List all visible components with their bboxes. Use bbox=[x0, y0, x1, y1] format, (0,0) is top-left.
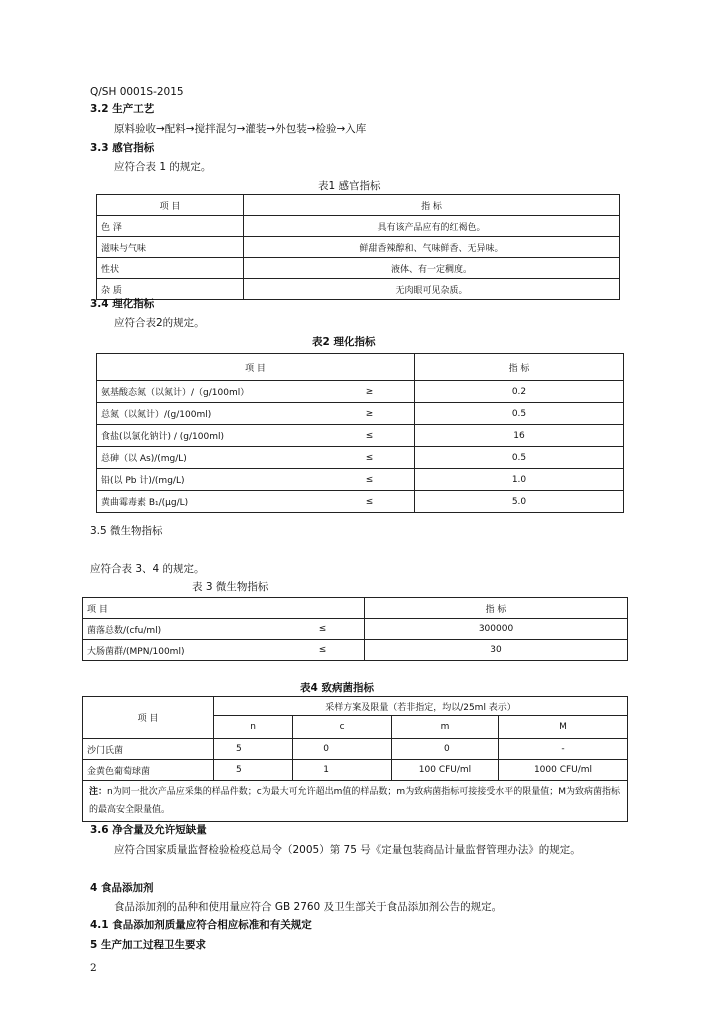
table-header-cell: 项 目 bbox=[97, 195, 244, 216]
operator-cell: ≤ bbox=[325, 469, 415, 491]
section-3-2-text: 原料验收→配料→搅拌混匀→灌装→外包装→检验→入库 bbox=[114, 123, 367, 135]
table4-note bbox=[83, 781, 628, 822]
table-cell: 0.5 bbox=[415, 447, 624, 469]
table-header-cell: m bbox=[392, 716, 499, 739]
table1-caption: 表1 感官指标 bbox=[318, 180, 381, 192]
table-cell: 总氮（以氮计）/(g/100ml) bbox=[97, 403, 326, 425]
table-cell: 氨基酸态氮（以氮计）/（g/100ml） bbox=[97, 381, 326, 403]
operator-cell: ≤ bbox=[281, 619, 365, 640]
table-cell: 1.0 bbox=[415, 469, 624, 491]
section-3-4-title: 3.4 理化指标 bbox=[90, 298, 155, 310]
table-row bbox=[97, 216, 620, 237]
table-row bbox=[97, 279, 620, 300]
table-cell: 0.2 bbox=[415, 381, 624, 403]
table-cell: 0 bbox=[392, 739, 499, 760]
table-header-cell: 指 标 bbox=[244, 195, 620, 216]
table-row bbox=[97, 258, 620, 279]
table-header-cell: 项 目 bbox=[83, 598, 365, 619]
table-header-cell: 项 目 bbox=[83, 697, 214, 739]
section-3-3-title: 3.3 感官指标 bbox=[90, 142, 155, 154]
table-cell: 菌落总数/(cfu/ml) bbox=[83, 619, 282, 640]
operator-cell: ≤ bbox=[325, 447, 415, 469]
standard-number: Q/SH 0001S-2015 bbox=[90, 86, 184, 98]
table4-caption: 表4 致病菌指标 bbox=[300, 682, 374, 694]
table-cell: 食盐(以氯化钠计) / (g/100ml) bbox=[97, 425, 326, 447]
section-4-title: 4 食品添加剂 bbox=[90, 882, 154, 894]
table-row bbox=[97, 425, 624, 447]
table3-microbial bbox=[82, 597, 628, 661]
section-3-3-text: 应符合表 1 的规定。 bbox=[114, 161, 212, 173]
table-cell: 100 CFU/ml bbox=[392, 760, 499, 781]
table-header-cell: M bbox=[499, 716, 628, 739]
table-header-row bbox=[97, 354, 624, 381]
note-text: n为同一批次产品应采集的样品件数；c为最大可允许超出m值的样品数；m为致病菌指标可接接受水平的限量值；M为致病菌指标的最高安全限量值。 bbox=[89, 787, 620, 815]
table-cell: 5 bbox=[214, 760, 293, 781]
table-cell: 1 bbox=[293, 760, 392, 781]
table-header-row bbox=[97, 195, 620, 216]
table-row bbox=[97, 491, 624, 513]
table-cell: - bbox=[499, 739, 628, 760]
table1-sensory bbox=[96, 194, 620, 300]
table-cell: 金黄色葡萄球菌 bbox=[83, 760, 214, 781]
page-number: 2 bbox=[90, 962, 97, 974]
table-cell: 16 bbox=[415, 425, 624, 447]
table-cell: 无肉眼可见杂质。 bbox=[244, 279, 620, 300]
table-cell: 0.5 bbox=[415, 403, 624, 425]
table-cell: 沙门氏菌 bbox=[83, 739, 214, 760]
section-4-1-title: 4.1 食品添加剂质量应符合相应标准和有关规定 bbox=[90, 919, 312, 931]
table-cell: 色 泽 bbox=[97, 216, 244, 237]
operator-cell: ≥ bbox=[325, 381, 415, 403]
table-header-cell: n bbox=[214, 716, 293, 739]
table-header-cell: 指 标 bbox=[415, 354, 624, 381]
table3-caption: 表 3 微生物指标 bbox=[192, 581, 269, 593]
table-row bbox=[83, 640, 628, 661]
table-cell: 黄曲霉毒素 B₁/(μg/L) bbox=[97, 491, 326, 513]
operator-cell: ≤ bbox=[325, 425, 415, 447]
section-3-5-text: 应符合表 3、4 的规定。 bbox=[90, 563, 205, 575]
table-header-row bbox=[83, 697, 628, 716]
table-row bbox=[97, 381, 624, 403]
operator-cell: ≤ bbox=[325, 491, 415, 513]
table-row bbox=[83, 760, 628, 781]
table-row bbox=[97, 403, 624, 425]
table-cell: 30 bbox=[365, 640, 628, 661]
table-row bbox=[97, 469, 624, 491]
table-row bbox=[83, 619, 628, 640]
section-3-5-title: 3.5 微生物指标 bbox=[90, 525, 163, 537]
table-cell: 滋味与气味 bbox=[97, 237, 244, 258]
table4-pathogens bbox=[82, 696, 628, 822]
table-header-row bbox=[83, 598, 628, 619]
table-row bbox=[83, 739, 628, 760]
table-cell: 铅(以 Pb 计)/(mg/L) bbox=[97, 469, 326, 491]
table-cell: 1000 CFU/ml bbox=[499, 760, 628, 781]
note-label: 注： bbox=[89, 787, 108, 797]
table-cell: 5 bbox=[214, 739, 293, 760]
section-3-6-title: 3.6 净含量及允许短缺量 bbox=[90, 824, 207, 836]
table-cell: 性状 bbox=[97, 258, 244, 279]
table-cell: 大肠菌群/(MPN/100ml) bbox=[83, 640, 282, 661]
table2-physicochemical bbox=[96, 353, 624, 513]
section-3-2-title: 3.2 生产工艺 bbox=[90, 103, 155, 115]
section-5-title: 5 生产加工过程卫生要求 bbox=[90, 939, 206, 951]
table-row bbox=[97, 447, 624, 469]
table-header-cell: c bbox=[293, 716, 392, 739]
table-row bbox=[97, 237, 620, 258]
table-header-cell: 项 目 bbox=[97, 354, 415, 381]
table-cell: 0 bbox=[293, 739, 392, 760]
table-cell: 鲜甜香辣醇和、气味鲜香、无异味。 bbox=[244, 237, 620, 258]
operator-cell: ≥ bbox=[325, 403, 415, 425]
table-header-cell: 采样方案及限量（若非指定，均以/25ml 表示） bbox=[214, 697, 628, 716]
table-cell: 液体、有一定稠度。 bbox=[244, 258, 620, 279]
table-note-row bbox=[83, 781, 628, 822]
table-cell: 杂 质 bbox=[97, 279, 244, 300]
table-cell: 具有该产品应有的红褐色。 bbox=[244, 216, 620, 237]
table-cell: 总砷（以 As)/(mg/L) bbox=[97, 447, 326, 469]
table-cell: 5.0 bbox=[415, 491, 624, 513]
section-4-text: 食品添加剂的品种和使用量应符合 GB 2760 及卫生部关于食品添加剂公告的规定。 bbox=[114, 901, 503, 913]
table-header-cell: 指 标 bbox=[365, 598, 628, 619]
table-cell: 300000 bbox=[365, 619, 628, 640]
section-3-4-text: 应符合表2的规定。 bbox=[114, 317, 205, 329]
section-3-6-text: 应符合国家质量监督检验检疫总局令（2005）第 75 号《定量包装商品计量监督管理办法》的规定。 bbox=[114, 844, 581, 856]
operator-cell: ≤ bbox=[281, 640, 365, 661]
table2-caption: 表2 理化指标 bbox=[312, 336, 376, 348]
